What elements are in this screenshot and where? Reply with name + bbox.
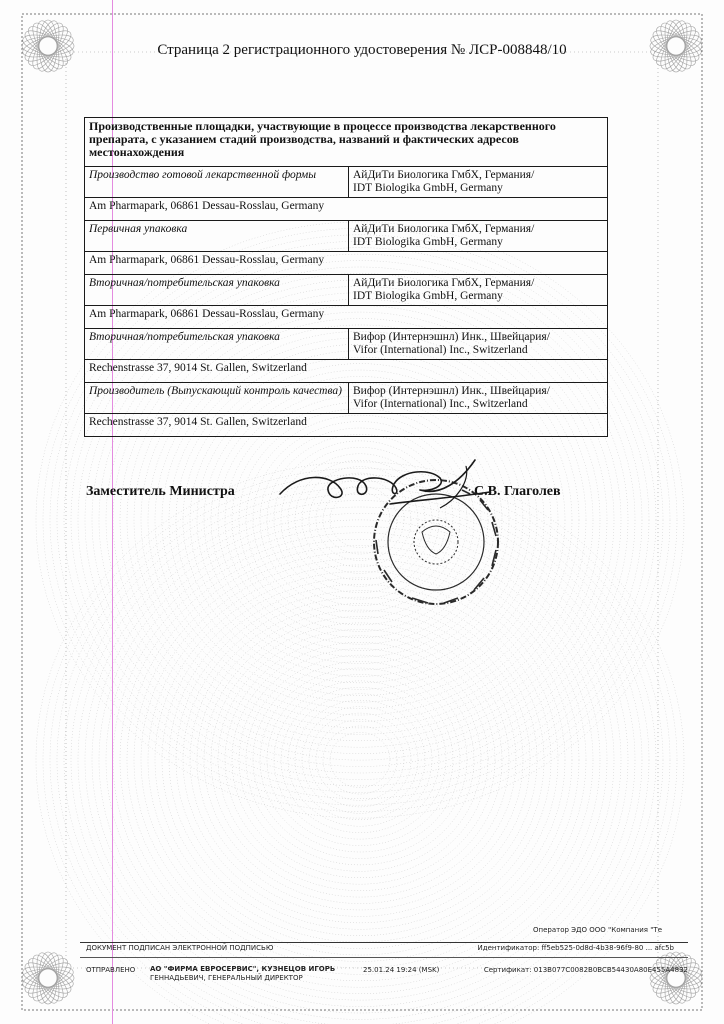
- address-cell: Rechenstrasse 37, 9014 St. Gallen, Switzerland: [85, 360, 608, 383]
- manufacturing-sites-table: [84, 117, 608, 437]
- company-name-en: IDT Biologika GmbH, Germany: [353, 236, 503, 248]
- address-cell: Am Pharmapark, 06861 Dessau-Rosslau, Germany: [85, 306, 608, 329]
- company-name-en: IDT Biologika GmbH, Germany: [353, 290, 503, 302]
- company-name-en: Vifor (International) Inc., Switzerland: [353, 344, 528, 356]
- edo-sender-line2: ГЕННАДЬЕВИЧ, ГЕНЕРАЛЬНЫЙ ДИРЕКТОР: [150, 974, 303, 982]
- address-row: [85, 252, 608, 275]
- edo-signature-footer: [80, 920, 688, 990]
- company-cell: [349, 329, 608, 360]
- company-cell: [349, 383, 608, 414]
- company-name-en: Vifor (International) Inc., Switzerland: [353, 398, 528, 410]
- stage-cell: Производитель (Выпускающий контроль качества): [85, 383, 349, 414]
- address-row: [85, 306, 608, 329]
- stage-cell: Производство готовой лекарственной формы: [85, 167, 349, 198]
- company-name-ru: Вифор (Интернэшнл) Инк., Швейцария/: [353, 385, 550, 397]
- company-name-en: IDT Biologika GmbH, Germany: [353, 182, 503, 194]
- address-row: [85, 198, 608, 221]
- edo-divider: [80, 942, 688, 943]
- edo-sender-line1: АО "ФИРМА ЕВРОСЕРВИС", КУЗНЕЦОВ ИГОРЬ: [150, 965, 336, 973]
- handwritten-signature: [270, 452, 500, 522]
- table-heading-row: [85, 118, 608, 167]
- address-row: [85, 414, 608, 437]
- stage-cell: Вторичная/потребительская упаковка: [85, 275, 349, 306]
- company-name-ru: АйДиТи Биологика ГмбХ, Германия/: [353, 169, 535, 181]
- edo-datetime: 25.01.24 19:24 (MSK): [363, 966, 440, 974]
- company-cell: [349, 275, 608, 306]
- edo-sent-label: ОТПРАВЛЕНО: [86, 966, 136, 974]
- company-cell: [349, 167, 608, 198]
- company-name-ru: Вифор (Интернэшнл) Инк., Швейцария/: [353, 331, 550, 343]
- signatory-name: С.В. Глаголев: [474, 484, 561, 499]
- edo-certificate: Сертификат: 013B077C0082B0BCB54430A80E455A4832: [483, 966, 688, 974]
- address-row: [85, 360, 608, 383]
- edo-operator: Оператор ЭДО ООО "Компания "Те: [533, 926, 662, 934]
- table-row: [85, 329, 608, 360]
- address-cell: Am Pharmapark, 06861 Dessau-Rosslau, Germany: [85, 252, 608, 275]
- edo-identifier: Идентификатор: ff5eb525-0d8d-4b38-96f9-80 ... afc5b: [477, 944, 674, 952]
- edo-divider-2: [80, 957, 688, 958]
- company-cell: [349, 221, 608, 252]
- edo-sender: [150, 965, 335, 983]
- company-name-ru: АйДиТи Биологика ГмбХ, Германия/: [353, 277, 535, 289]
- table-row: [85, 275, 608, 306]
- company-name-ru: АйДиТи Биологика ГмбХ, Германия/: [353, 223, 535, 235]
- address-cell: Am Pharmapark, 06861 Dessau-Rosslau, Germany: [85, 198, 608, 221]
- page-header: Страница 2 регистрационного удостоверения № ЛСР-008848/10: [157, 42, 567, 58]
- stage-cell: Первичная упаковка: [85, 221, 349, 252]
- stage-cell: Вторичная/потребительская упаковка: [85, 329, 349, 360]
- table-row: [85, 167, 608, 198]
- table-row: [85, 221, 608, 252]
- address-cell: Rechenstrasse 37, 9014 St. Gallen, Switzerland: [85, 414, 608, 437]
- table-row: [85, 383, 608, 414]
- edo-signed-label: ДОКУМЕНТ ПОДПИСАН ЭЛЕКТРОННОЙ ПОДПИСЬЮ: [86, 944, 274, 952]
- table-heading: Производственные площадки, участвующие в процессе производства лекарственного препарата, с указанием стадий производства, названий и фактических адресов местонахождения: [85, 118, 608, 167]
- signatory-position: Заместитель Министра: [86, 484, 235, 499]
